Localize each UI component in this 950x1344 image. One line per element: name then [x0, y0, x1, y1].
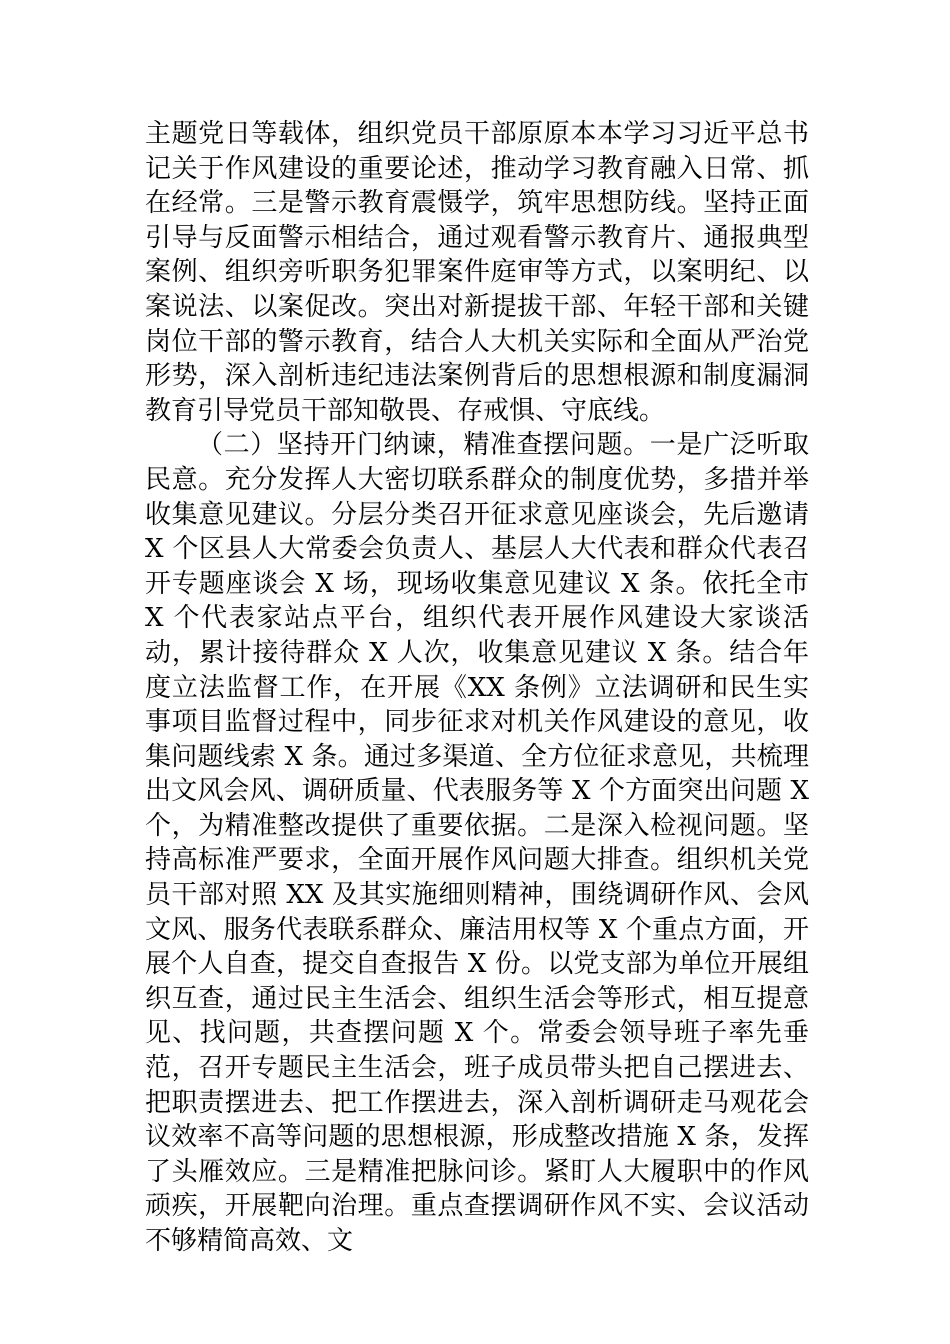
- paragraph-continued: 主题党日等载体，组织党员干部原原本本学习习近平总书记关于作风建设的重要论述，推动学习教育融入日常、抓在经常。三是警示教育震慑学，筑牢思想防线。坚持正面引导与反面警示相结合，通过观看警示教育片、通报典型案例、组织旁听职务犯罪案件庭审等方式，以案明纪、以案说法、以案促改。突出对新提拔干部、年轻干部和关键岗位干部的警示教育，结合人大机关实际和全面从严治党形势，深入剖析违纪违法案例背后的思想根源和制度漏洞教育引导党员干部知敬畏、存戒惧、守底线。: [145, 119, 809, 426]
- document-body: [145, 117, 809, 1259]
- paragraph-section-two: （二）坚持开门纳谏，精准查摆问题。一是广泛听取民意。充分发挥人大密切联系群众的制度优势，多措并举收集意见建议。分层分类召开征求意见座谈会，先后邀请 X 个区县人大常委会负责人、基层人大代表和群众代表召开专题座谈会 X 场，现场收集意见建议 X 条。依托全市 X 个代表家站点平台，组织代表开展作风建设大家谈活动，累计接待群众 X 人次，收集意见建议 X 条。结合年度立法监督工作，在开展《XX 条例》立法调研和民生实事项目监督过程中，同步征求对机关作风建设的意见，收集问题线索 X 条。通过多渠道、全方位征求意见，共梳理出文风会风、调研质量、代表服务等 X 个方面突出问题 X 个，为精准整改提供了重要依据。二是深入检视问题。坚持高标准严要求，全面开展作风问题大排查。组织机关党员干部对照 XX 及其实施细则精神，围绕调研作风、会风文风、服务代表联系群众、廉洁用权等 X 个重点方面，开展个人自查，提交自查报告 X 份。以党支部为单位开展组织互查，通过民主生活会、组织生活会等形式，相互提意见、找问题，共查摆问题 X 个。常委会领导班子率先垂范，召开专题民主生活会，班子成员带头把自己摆进去、把职责摆进去、把工作摆进去，深入剖析调研走马观花会议效率不高等问题的思想根源，形成整改措施 X 条，发挥了头雁效应。三是精准把脉问诊。紧盯人大履职中的作风顽疾，开展靶向治理。重点查摆调研作风不实、会议活动不够精简高效、文: [145, 430, 809, 1256]
